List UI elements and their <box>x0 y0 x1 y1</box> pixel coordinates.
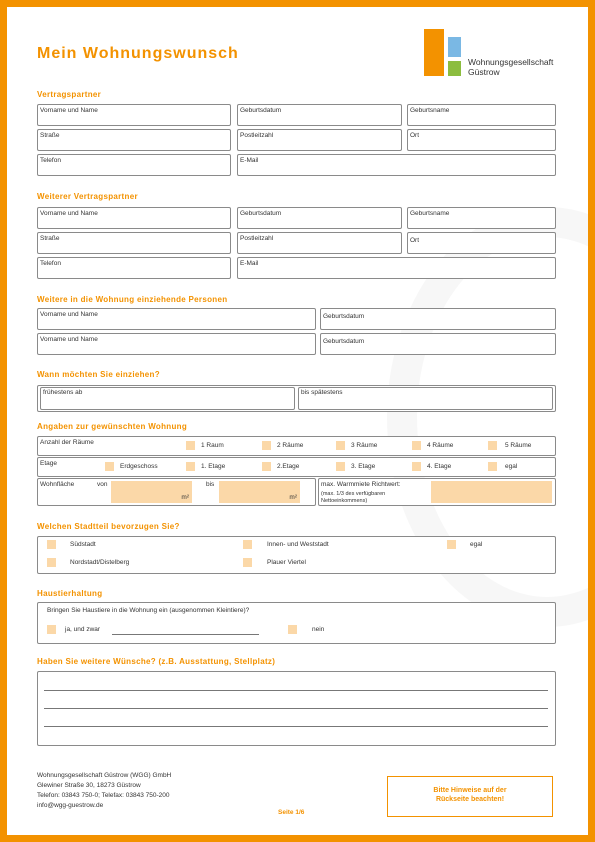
unit-label: m² <box>181 494 189 501</box>
strasse-field[interactable] <box>37 129 231 151</box>
logo-green-block <box>448 61 461 76</box>
field-label: Vorname und Name <box>40 210 98 217</box>
plauer-viertel-checkbox[interactable] <box>243 558 252 567</box>
stadtteil-egal-checkbox[interactable] <box>447 540 456 549</box>
section-heading-weitere-personen: Weitere in die Wohnung einziehende Personen <box>37 295 228 304</box>
field-label: Postleitzahl <box>240 235 274 242</box>
etage-2-label: 2.Etage <box>277 463 300 470</box>
hint-line1: Bitte Hinweise auf der <box>433 787 507 794</box>
email-field[interactable] <box>237 154 556 176</box>
raeume-4-checkbox[interactable] <box>412 441 421 450</box>
person-1-name-field[interactable] <box>37 308 316 330</box>
raeume-3-checkbox[interactable] <box>336 441 345 450</box>
suedstadt-checkbox[interactable] <box>47 540 56 549</box>
suedstadt-label: Südstadt <box>70 541 96 548</box>
field-label: bis spätestens <box>301 389 343 396</box>
field-label: E-Mail <box>240 157 259 164</box>
field-label: Ort <box>410 237 420 244</box>
logo-text-line2: Güstrow <box>468 67 500 77</box>
wohnflaeche-von-input[interactable] <box>111 481 192 503</box>
etage-eg-label: Erdgeschoss <box>120 463 158 470</box>
unit-label: m² <box>289 494 297 501</box>
raeume-2-label: 2 Räume <box>277 442 304 449</box>
nordstadt-checkbox[interactable] <box>47 558 56 567</box>
raeume-3-label: 3 Räume <box>351 442 378 449</box>
postleitzahl-field[interactable] <box>237 129 402 151</box>
vorname-name-field-2[interactable] <box>37 207 231 229</box>
section-heading-vertragspartner: Vertragspartner <box>37 90 102 99</box>
etage-3-label: 3. Etage <box>351 463 376 470</box>
field-label: Geburtsdatum <box>323 313 365 320</box>
logo-text-line1: Wohnungsgesellschaft <box>468 57 554 67</box>
wohnflaeche-bis-input[interactable] <box>219 481 300 503</box>
spaetestens-field[interactable] <box>298 387 553 410</box>
etage-1-label: 1. Etage <box>201 463 226 470</box>
section-heading-wuensche: Haben Sie weitere Wünsche? (z.B. Ausstattung, Stellplatz) <box>37 657 276 666</box>
hint-box <box>387 776 553 817</box>
haustier-ja-label: ja, und zwar <box>65 626 101 633</box>
wohnflaeche-label: Wohnfläche <box>40 481 75 488</box>
footer-line2: Glewiner Straße 30, 18273 Güstrow <box>37 782 141 789</box>
field-label: Ort <box>410 132 420 139</box>
logo-orange-block <box>424 29 444 76</box>
section-heading-weiterer-vertragspartner: Weiterer Vertragspartner <box>37 192 138 201</box>
field-label: Geburtsname <box>410 210 450 217</box>
field-label: Geburtsdatum <box>323 338 365 345</box>
stadtteil-egal-label: egal <box>470 541 483 548</box>
page-title: Mein Wohnungswunsch <box>37 45 239 62</box>
vorname-name-field[interactable] <box>37 104 231 126</box>
geburtsname-field[interactable] <box>407 104 556 126</box>
miete-note-line1: (max. 1/3 des verfügbaren <box>321 491 386 497</box>
geburtsdatum-field[interactable] <box>237 104 402 126</box>
raeume-5-label: 5 Räume <box>505 442 532 449</box>
haustier-nein-label: nein <box>312 626 325 633</box>
footer-line3: Telefon: 03843 750-0; Telefax: 03843 750-200 <box>37 792 170 799</box>
innenstadt-label: Innen- und Weststadt <box>267 541 329 548</box>
field-label: Geburtsdatum <box>240 210 282 217</box>
field-label: Vorname und Name <box>40 311 98 318</box>
von-label: von <box>97 481 108 488</box>
field-label: Vorname und Name <box>40 336 98 343</box>
field-label: Straße <box>40 132 60 139</box>
hint-line2: Rückseite beachten! <box>435 796 505 803</box>
ort-field-2[interactable] <box>407 232 556 254</box>
logo-blue-block <box>448 37 461 57</box>
page-number: Seite 1/6 <box>278 809 305 816</box>
section-heading-stadtteil: Welchen Stadtteil bevorzugen Sie? <box>37 522 180 531</box>
etage-3-checkbox[interactable] <box>336 462 345 471</box>
geburtsdatum-field-2[interactable] <box>237 207 402 229</box>
footer-address <box>37 771 171 811</box>
etage-2-checkbox[interactable] <box>262 462 271 471</box>
miete-label: max. Warmmiete Richtwert: <box>321 481 401 488</box>
wuensche-line-3 <box>44 726 548 727</box>
raeume-4-label: 4 Räume <box>427 442 454 449</box>
postleitzahl-field-2[interactable] <box>237 232 402 254</box>
fruehestens-field[interactable] <box>40 387 295 410</box>
etage-label: Etage <box>40 460 57 467</box>
haustier-art-input-line[interactable] <box>112 634 259 635</box>
footer-line1: Wohnungsgesellschaft Güstrow (WGG) GmbH <box>37 772 172 779</box>
raeume-label: Anzahl der Räume <box>40 439 94 446</box>
person-2-name-field[interactable] <box>37 333 316 355</box>
person-1-geburtsdatum-field[interactable] <box>320 308 556 330</box>
haustier-ja-checkbox[interactable] <box>47 625 56 634</box>
field-label: E-Mail <box>240 260 259 267</box>
nordstadt-label: Nordstadt/Distelberg <box>70 559 130 566</box>
etage-1-checkbox[interactable] <box>186 462 195 471</box>
ort-field[interactable] <box>407 129 556 151</box>
raeume-1-checkbox[interactable] <box>186 441 195 450</box>
section-heading-haustier: Haustierhaltung <box>37 589 103 598</box>
field-label: frühestens ab <box>43 389 83 396</box>
raeume-5-checkbox[interactable] <box>488 441 497 450</box>
miete-input[interactable] <box>431 481 552 503</box>
field-label: Telefon <box>40 157 61 164</box>
etage-4-checkbox[interactable] <box>412 462 421 471</box>
plauer-viertel-label: Plauer Viertel <box>267 559 306 566</box>
haustier-group <box>37 602 556 644</box>
etage-egal-label: egal <box>505 463 518 470</box>
wuensche-line-1 <box>44 690 548 691</box>
geburtsname-field-2[interactable] <box>407 207 556 229</box>
field-label: Geburtsname <box>410 107 450 114</box>
innenstadt-checkbox[interactable] <box>243 540 252 549</box>
field-label: Geburtsdatum <box>240 107 282 114</box>
etage-4-label: 4. Etage <box>427 463 452 470</box>
raeume-2-checkbox[interactable] <box>262 441 271 450</box>
field-label: Postleitzahl <box>240 132 274 139</box>
bis-label: bis <box>206 481 215 488</box>
field-label: Straße <box>40 235 60 242</box>
form-page <box>7 7 588 835</box>
section-heading-einzug: Wann möchten Sie einziehen? <box>37 370 160 379</box>
field-label: Telefon <box>40 260 61 267</box>
strasse-field-2[interactable] <box>37 232 231 254</box>
person-2-geburtsdatum-field[interactable] <box>320 333 556 355</box>
wuensche-line-2 <box>44 708 548 709</box>
email-field-2[interactable] <box>237 257 556 279</box>
haustier-question: Bringen Sie Haustiere in die Wohnung ein (ausgenommen Kleintiere)? <box>47 607 250 614</box>
haustier-nein-checkbox[interactable] <box>288 625 297 634</box>
telefon-field-2[interactable] <box>37 257 231 279</box>
field-label: Vorname und Name <box>40 107 98 114</box>
miete-note-line2: Nettoeinkommens) <box>321 498 368 504</box>
footer-line4: info@wgg-guestrow.de <box>37 802 104 809</box>
raeume-1-label: 1 Raum <box>201 442 224 449</box>
telefon-field[interactable] <box>37 154 231 176</box>
etage-egal-checkbox[interactable] <box>488 462 497 471</box>
section-heading-wohnung: Angaben zur gewünschten Wohnung <box>37 422 188 431</box>
etage-eg-checkbox[interactable] <box>105 462 114 471</box>
